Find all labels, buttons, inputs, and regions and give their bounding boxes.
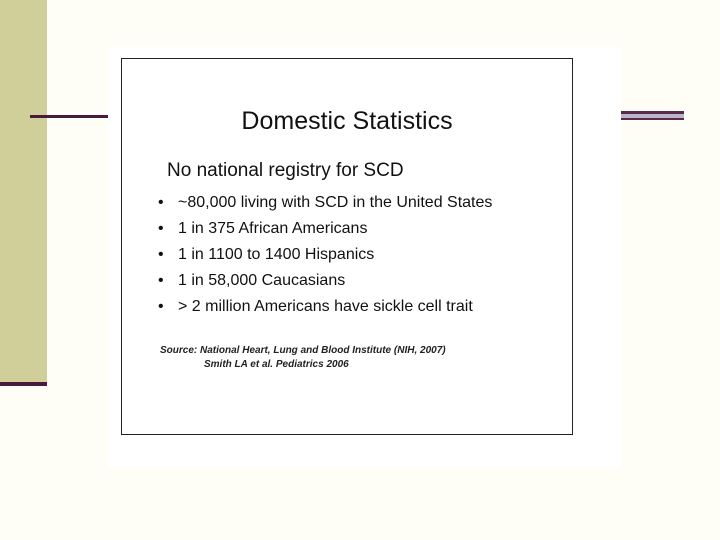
bullet-item — [158, 294, 492, 320]
bullet-item — [158, 190, 492, 216]
left-accent-bar — [0, 0, 47, 382]
left-accent-bar-edge — [0, 382, 47, 386]
title-rule-right-bottom — [620, 118, 684, 120]
bullet-dot-icon: • — [158, 220, 164, 237]
title-rule-left — [30, 115, 110, 118]
bullet-text: 1 in 58,000 Caucasians — [178, 272, 346, 289]
slide-title: Domestic Statistics — [241, 107, 453, 135]
bullet-dot-icon: • — [158, 298, 164, 315]
bullet-list — [158, 190, 492, 320]
source-citation — [160, 344, 446, 372]
bullet-dot-icon: • — [158, 272, 164, 289]
bullet-text: > 2 million Americans have sickle cell trait — [178, 298, 473, 315]
bullet-text: 1 in 375 African Americans — [178, 220, 368, 237]
bullet-dot-icon: • — [158, 194, 164, 211]
source-line-2: Smith LA et al. Pediatrics 2006 — [204, 359, 349, 370]
bullet-text: 1 in 1100 to 1400 Hispanics — [178, 246, 375, 263]
slide-subheading: No national registry for SCD — [167, 160, 404, 181]
slide-content-frame — [121, 58, 573, 435]
bullet-text: ~80,000 living with SCD in the United States — [178, 194, 493, 211]
bullet-item — [158, 268, 492, 294]
bullet-dot-icon: • — [158, 246, 164, 263]
bullet-item — [158, 216, 492, 242]
source-line-1: Source: National Heart, Lung and Blood Institute (NIH, 2007) — [160, 345, 446, 356]
bullet-item — [158, 242, 492, 268]
